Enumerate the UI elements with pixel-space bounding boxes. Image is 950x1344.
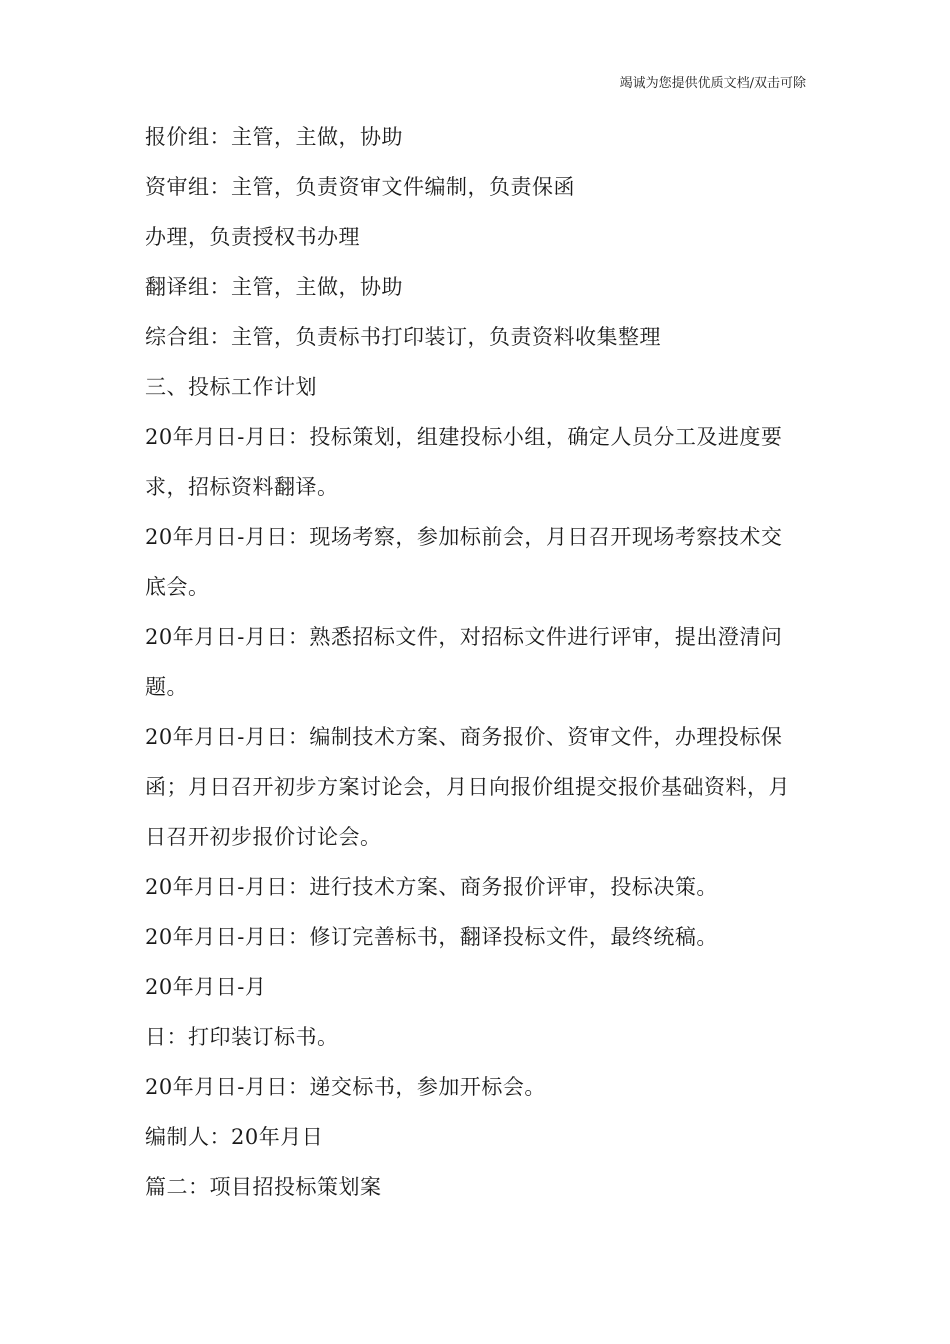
text-line: 翻译组：主管，主做，协助 (145, 275, 403, 299)
text-line: 20年月日-月日：编制技术方案、商务报价、资审文件，办理投标保 (145, 725, 783, 749)
chapter-heading: 篇二：项目招投标策划案 (145, 1175, 382, 1199)
text-line: 日：打印装订标书。 (145, 1025, 339, 1049)
text-line: 20年月日-月日：修订完善标书，翻译投标文件，最终统稿。 (145, 925, 718, 949)
text-line: 20年月日-月日：递交标书，参加开标会。 (145, 1075, 546, 1099)
text-line: 20年月日-月日：投标策划，组建投标小组，确定人员分工及进度要 (145, 425, 783, 449)
text-line: 题。 (145, 675, 188, 699)
text-line: 20年月日-月 (145, 975, 267, 999)
text-line: 办理，负责授权书办理 (145, 225, 360, 249)
signature-line: 编制人：20年月日 (145, 1125, 324, 1149)
text-line: 函；月日召开初步方案讨论会，月日向报价组提交报价基础资料，月 (145, 775, 790, 799)
section-heading: 三、投标工作计划 (145, 375, 317, 399)
text-line: 20年月日-月日：现场考察，参加标前会，月日召开现场考察技术交 (145, 525, 783, 549)
text-line: 资审组：主管，负责资审文件编制，负责保函 (145, 175, 575, 199)
text-line: 20年月日-月日：熟悉招标文件，对招标文件进行评审，提出澄清问 (145, 625, 783, 649)
text-line: 综合组：主管，负责标书打印装订，负责资料收集整理 (145, 325, 661, 349)
text-line: 20年月日-月日：进行技术方案、商务报价评审，投标决策。 (145, 875, 718, 899)
text-line: 底会。 (145, 575, 210, 599)
document-body (145, 112, 810, 1212)
text-line: 日召开初步报价讨论会。 (145, 825, 382, 849)
text-line: 求，招标资料翻译。 (145, 475, 339, 499)
text-line: 报价组：主管，主做，协助 (145, 125, 403, 149)
header-note: 竭诚为您提供优质文档/双击可除 (619, 76, 806, 91)
